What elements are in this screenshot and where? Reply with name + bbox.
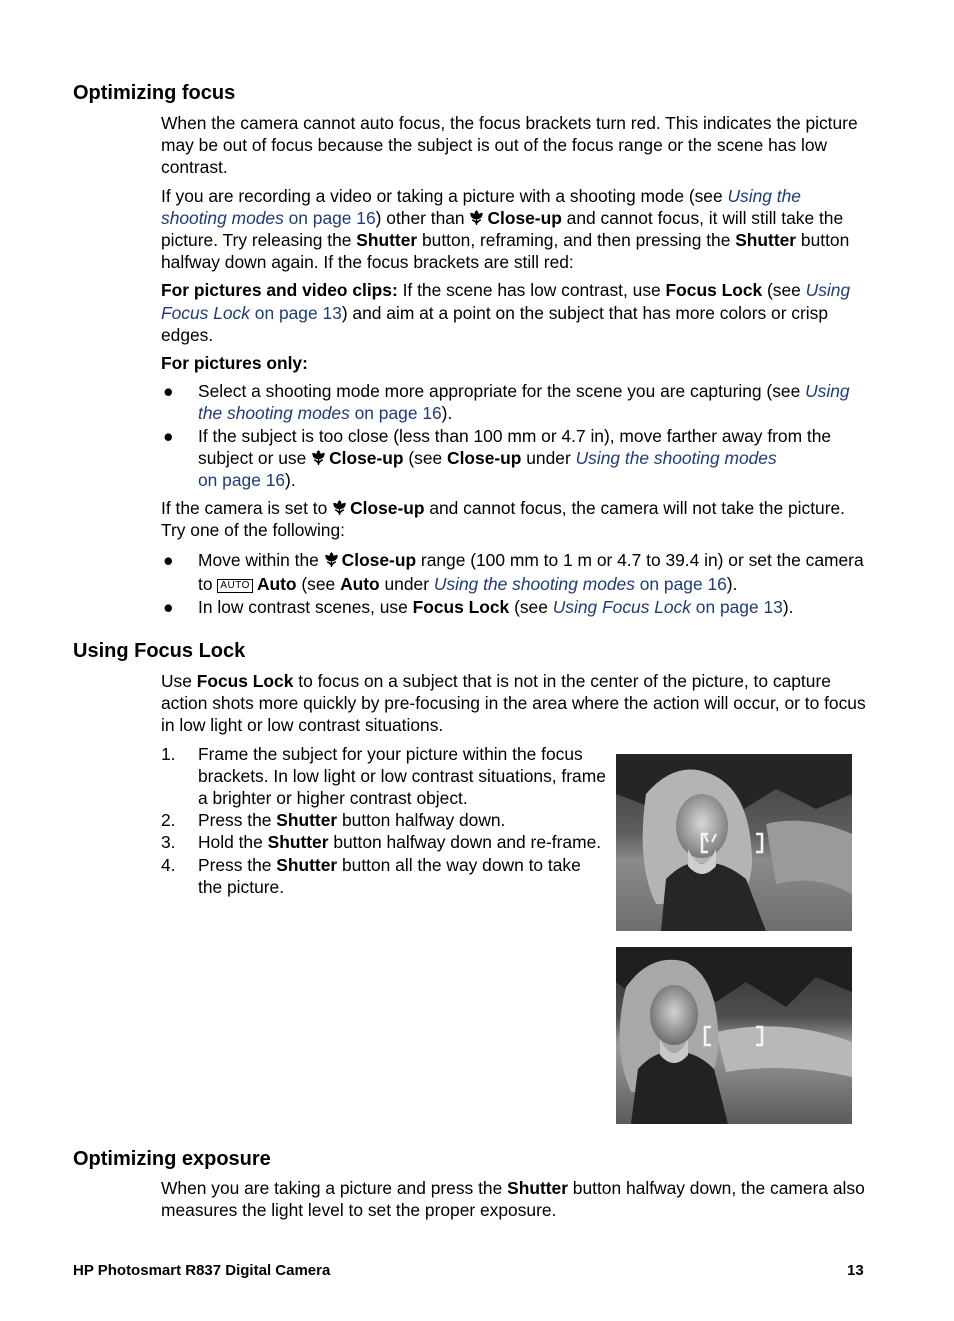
- link-using-shooting-modes[interactable]: Using the shooting modes on page 16: [198, 447, 777, 491]
- section-optimizing-focus-body: [161, 112, 871, 624]
- list-item: 1. Frame the subject for your picture within the focus brackets. In low light or low contrast situations, frame a brighter or higher contrast object.: [161, 743, 606, 809]
- bullet-icon: ●: [163, 381, 174, 402]
- footer-product-name: HP Photosmart R837 Digital Camera: [73, 1262, 331, 1279]
- link-using-focus-lock[interactable]: Using Focus Lock on page 13: [161, 280, 851, 323]
- photo-girl-reframed: [616, 947, 852, 1124]
- section-optimizing-exposure-body: [161, 1177, 871, 1227]
- bullet-icon: ●: [163, 425, 174, 446]
- list-item: ● Move within the Close-up range (100 mm to 1 m or 4.7 to 39.4 in) or set the camera to AUTO Auto (see Auto under Using the shooting modes on page 16).: [163, 549, 864, 594]
- bullet-list-try-following: [161, 548, 871, 618]
- link-using-shooting-modes[interactable]: Using the shooting modes on page 16: [433, 573, 727, 594]
- flower-macro-icon: [311, 450, 326, 466]
- bullet-icon: ●: [163, 596, 174, 617]
- link-using-shooting-modes[interactable]: Using the shooting modes on page 16: [161, 185, 801, 228]
- paragraph-focus-lock-intro: Use Focus Lock to focus on a subject that is not in the center of the picture, to capture action shots more quickly by pre-focusing in the area where the action will occur, or to focus in low light or low contrast situations.: [161, 671, 866, 736]
- focus-lock-steps: [161, 743, 609, 898]
- link-using-focus-lock[interactable]: Using Focus Lock on page 13: [552, 596, 783, 617]
- paragraph-closeup-cannot-focus: If the camera is set to Close-up and cannot focus, the camera will not take the picture. Try one of the following:: [161, 498, 846, 541]
- list-item: ● In low contrast scenes, use Focus Lock (see Using Focus Lock on page 13).: [163, 596, 794, 617]
- flower-macro-icon: [324, 552, 339, 568]
- list-item: ● If the subject is too close (less than 100 mm or 4.7 in), move farther away from the subject or use Close-up (see Close-up under Using the shooting modes on page 16).: [163, 425, 832, 491]
- paragraph-focus-brackets: When the camera cannot auto focus, the focus brackets turn red. This indicates the picture may be out of focus because the subject is out of the focus range or the scene has low contrast.: [161, 113, 858, 178]
- paragraph-shooting-mode: If you are recording a video or taking a picture with a shooting mode (see Using the shooting modes on page 16) other than Close-up and cannot focus, it will still take the picture. Try releasing the Shutter button, reframing, and then pressing the Shutter button halfway down again. If the focus brackets are still red:: [161, 185, 850, 273]
- heading-optimizing-focus: Optimizing focus: [73, 82, 236, 104]
- footer-page-number: 13: [847, 1262, 864, 1279]
- bullet-icon: ●: [163, 549, 174, 570]
- bullet-list-pictures-only: [161, 380, 871, 491]
- list-item: 2. Press the Shutter button halfway down.: [161, 810, 506, 831]
- flower-macro-icon: [469, 210, 484, 226]
- paragraph-exposure: When you are taking a picture and press the Shutter button halfway down, the camera also measures the light level to set the proper exposure.: [161, 1178, 865, 1221]
- paragraph-pictures-only: For pictures only:: [161, 353, 308, 374]
- link-using-shooting-modes[interactable]: Using the shooting modes on page 16: [198, 381, 850, 424]
- heading-optimizing-exposure: Optimizing exposure: [73, 1148, 271, 1170]
- list-item: 3. Hold the Shutter button halfway down and re-frame.: [161, 832, 602, 853]
- flower-macro-icon: [332, 500, 347, 516]
- photo-girl-focus-centered: [616, 754, 852, 931]
- list-item: 4. Press the Shutter button all the way down to take the picture.: [161, 854, 581, 897]
- heading-using-focus-lock: Using Focus Lock: [73, 640, 246, 662]
- paragraph-pictures-and-video: For pictures and video clips: If the scene has low contrast, use Focus Lock (see Using Focus Lock on page 13) and aim at a point on the subject that has more colors or crisp edges.: [161, 280, 851, 345]
- auto-mode-icon: AUTO: [217, 579, 253, 593]
- list-item: ● Select a shooting mode more appropriate for the scene you are capturing (see Using the shooting modes on page 16).: [163, 381, 850, 424]
